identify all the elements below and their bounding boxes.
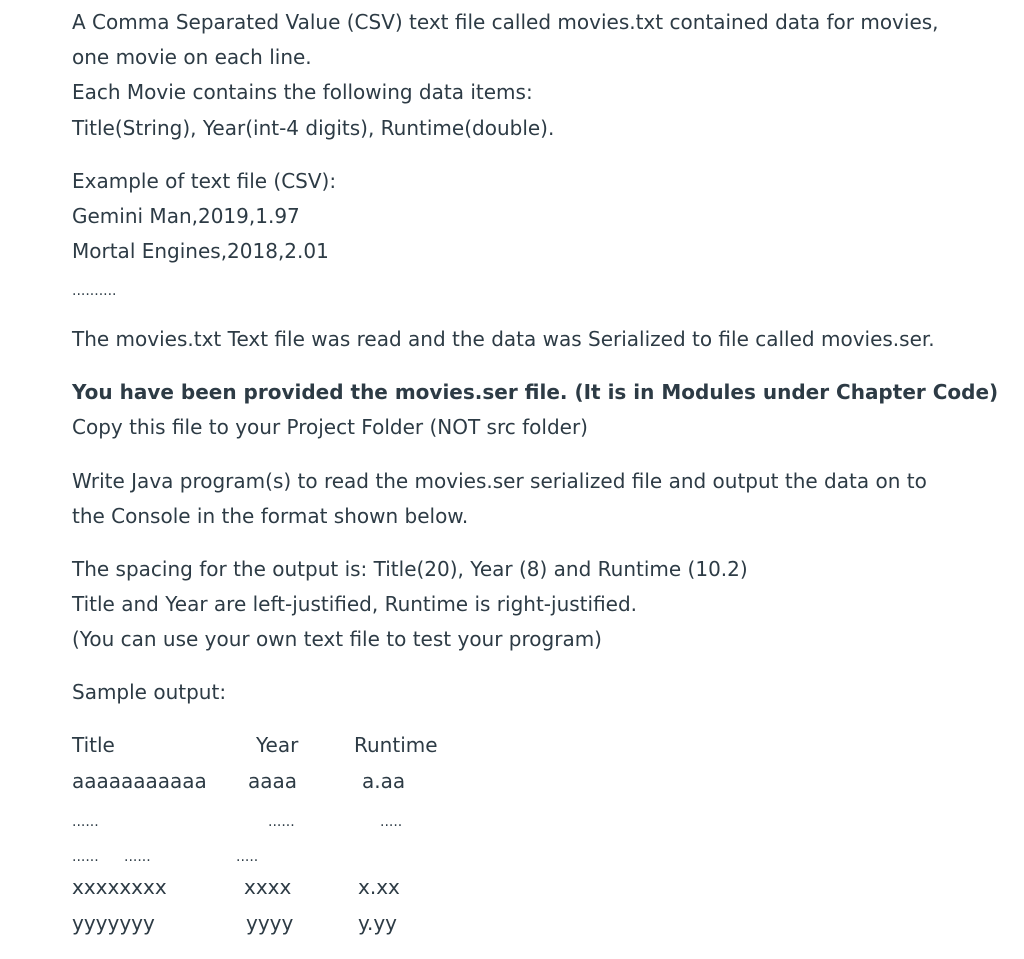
row-x-runtime: x.xx [358,875,400,899]
row-dots-2-title-b: ...... [124,849,151,865]
spacing-line-3: (You can use your own text file to test your program) [72,627,602,651]
row-dots-1-title: ...... [72,814,99,830]
example-heading: Example of text file (CSV): [72,169,337,193]
row-a-runtime: a.aa [362,769,406,793]
row-y-runtime: y.yy [358,911,398,935]
row-x-title: xxxxxxxx [72,875,167,899]
task-line-2: the Console in the format shown below. [72,504,469,528]
spacing-line-2: Title and Year are left-justified, Runtime is right-justified. [72,592,638,616]
serialized-note: The movies.txt Text file was read and the data was Serialized to file called movies.ser. [72,327,935,351]
row-x-year: xxxx [244,875,292,899]
row-dots-2-title-a: ...... [72,849,99,865]
row-y-year: yyyy [246,911,294,935]
example-row-1: Gemini Man,2019,1.97 [72,204,300,228]
copy-instruction: Copy this file to your Project Folder (NOT src folder) [72,415,588,439]
header-title: Title [72,733,115,757]
example-row-2: Mortal Engines,2018,2.01 [72,239,329,263]
intro-line-2: one movie on each line. [72,45,312,69]
row-dots-1-year: ...... [268,814,295,830]
provided-file-note: You have been provided the movies.ser file. (It is in Modules under Chapter Code) [72,380,999,404]
task-line-1: Write Java program(s) to read the movies.ser serialized file and output the data on to [72,469,927,493]
intro-line-4: Title(String), Year(int-4 digits), Runtime(double). [72,116,555,140]
row-a-year: aaaa [248,769,298,793]
spacing-line-1: The spacing for the output is: Title(20), Year (8) and Runtime (10.2) [72,557,748,581]
intro-line-3: Each Movie contains the following data items: [72,80,533,104]
header-runtime: Runtime [354,733,438,757]
row-y-title: yyyyyyy [72,911,155,935]
intro-line-1: A Comma Separated Value (CSV) text file called movies.txt contained data for movies, [72,10,939,34]
header-year: Year [256,733,299,757]
row-a-title: aaaaaaaaaaa [72,769,207,793]
row-dots-2-year: ..... [236,849,259,865]
row-dots-1-runtime: ..... [380,814,403,830]
sample-output-label: Sample output: [72,680,227,704]
example-ellipsis: .......... [72,283,117,299]
